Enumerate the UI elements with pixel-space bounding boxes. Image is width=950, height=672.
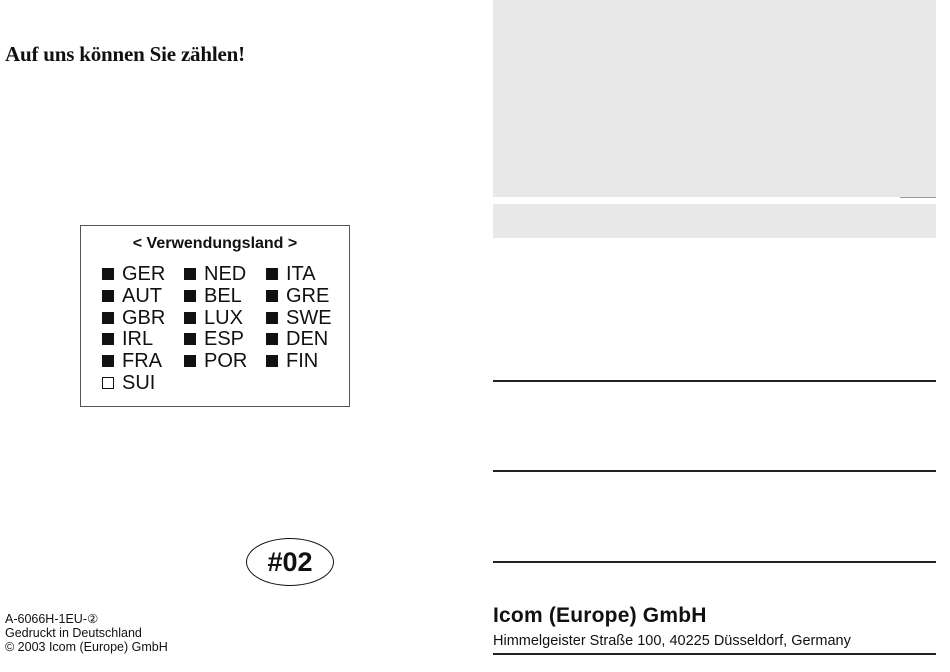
country-code: FIN <box>286 350 319 373</box>
country-item <box>266 307 332 329</box>
printed-in-note: Gedruckt in Deutschland <box>5 626 142 640</box>
empty-square-icon <box>102 377 114 389</box>
country-code: SWE <box>286 306 332 329</box>
country-item <box>266 350 318 372</box>
filled-square-icon <box>184 268 196 280</box>
country-code: GBR <box>122 306 166 329</box>
usage-country-title: < Verwendungsland > <box>132 235 298 252</box>
address-line-3 <box>493 561 936 563</box>
country-code: SUI <box>122 372 156 394</box>
country-item <box>102 307 165 329</box>
country-item <box>184 263 246 285</box>
country-code: NED <box>204 263 247 285</box>
country-item <box>184 285 242 307</box>
usage-country-box <box>80 225 350 407</box>
filled-square-icon <box>102 268 114 280</box>
country-code: ITA <box>286 263 316 285</box>
country-item <box>184 350 247 372</box>
company-address: Himmelgeister Straße 100, 40225 Düsseldorf, Germany <box>493 633 851 649</box>
filled-square-icon <box>266 355 278 367</box>
fold-mark <box>900 197 936 198</box>
country-code: GER <box>122 263 166 285</box>
page-heading: Auf uns können Sie zählen! <box>5 42 245 66</box>
filled-square-icon <box>102 333 114 345</box>
filled-square-icon <box>266 268 278 280</box>
filled-square-icon <box>184 290 196 302</box>
country-item <box>102 350 162 372</box>
country-code: AUT <box>122 284 162 307</box>
filled-square-icon <box>102 312 114 324</box>
country-item <box>102 285 162 307</box>
filled-square-icon <box>184 333 196 345</box>
filled-square-icon <box>184 312 196 324</box>
edition-badge: #02 <box>246 538 334 586</box>
country-code: ESP <box>204 328 245 351</box>
country-item <box>266 263 316 285</box>
country-code: IRL <box>122 328 154 351</box>
country-item <box>266 285 329 307</box>
address-underline <box>493 653 936 655</box>
country-code: LUX <box>204 306 243 329</box>
filled-square-icon <box>102 290 114 302</box>
filled-square-icon <box>266 333 278 345</box>
country-item <box>102 263 165 285</box>
imprint-block <box>5 612 168 654</box>
country-item <box>266 328 328 350</box>
filled-square-icon <box>184 355 196 367</box>
company-name: Icom (Europe) GmbH <box>493 604 707 627</box>
filled-square-icon <box>266 290 278 302</box>
gray-panel-strip <box>493 204 936 238</box>
country-item <box>102 372 155 394</box>
country-code: FRA <box>122 350 162 373</box>
filled-square-icon <box>266 312 278 324</box>
copyright-note: © 2003 Icom (Europe) GmbH <box>5 640 168 654</box>
country-item <box>184 328 244 350</box>
country-code: POR <box>204 350 248 373</box>
country-item <box>102 328 153 350</box>
country-code: DEN <box>286 328 329 351</box>
filled-square-icon <box>102 355 114 367</box>
document-code: A-6066H-1EU-② <box>5 612 99 626</box>
address-line-1 <box>493 380 936 382</box>
gray-panel-top <box>493 0 936 197</box>
country-item <box>184 307 243 329</box>
country-code: BEL <box>204 284 242 307</box>
country-code: GRE <box>286 284 330 307</box>
address-line-2 <box>493 470 936 472</box>
